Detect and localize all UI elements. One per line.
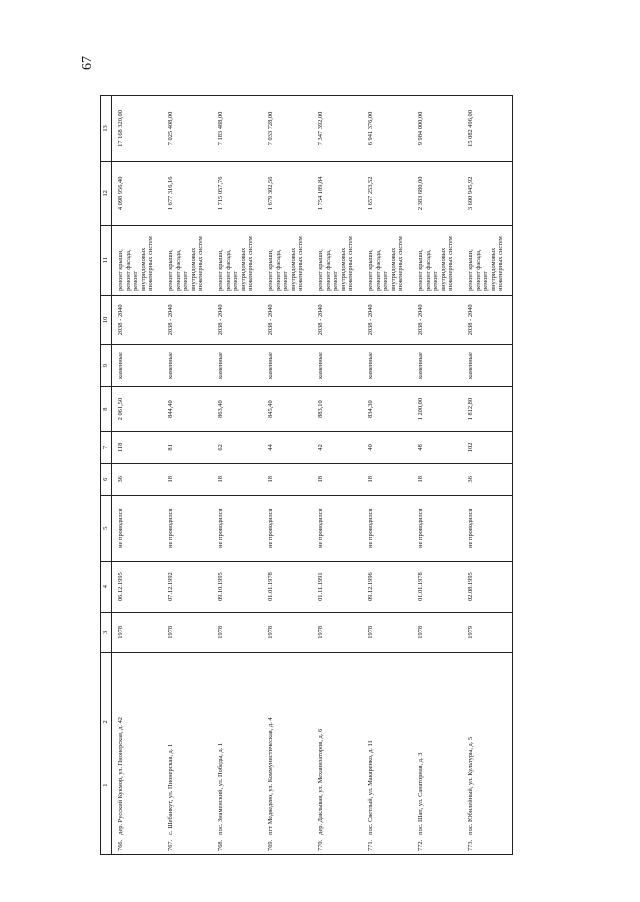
cost-cell: 1 677 316,16 [162,161,212,225]
privatization-date-cell: 02.08.1995 [462,561,513,612]
privatization-date-cell: 01.11.1991 [312,561,362,612]
address-cell [412,653,462,855]
capital-repair-cell: не проводился [212,495,262,561]
works-cell: ремонт крыши, ремонт фасада, ремонт внутридомовых инженерных систем [312,225,362,295]
cost-cell: 4 098 956,40 [112,161,163,225]
address-cell [212,653,262,855]
rotated-table-container [100,95,540,855]
total-cost-cell: 9 984 000,00 [412,96,462,162]
period-cell: 2038 - 2040 [162,295,212,344]
area-cell: 2 061,50 [112,387,163,432]
capital-repair-cell: не проводился [162,495,212,561]
residents-cell: 102 [462,431,513,463]
address-text: пос. Юбилейный, ул. Культуры, д. 5 [467,736,474,835]
total-cost-cell: 7 025 408,00 [162,96,212,162]
period-cell: 2038 - 2040 [362,295,412,344]
address-text: пос. Шап, ул. Санаторная, д. 3 [417,752,424,835]
total-cost-cell: 6 941 376,00 [362,96,412,162]
year-cell: 1978 [362,612,412,652]
wall-material-cell: каменные [362,344,412,387]
table-row [312,96,362,855]
table-row [162,96,212,855]
works-cell: ремонт крыши, ремонт фасада, ремонт внутридомовых инженерных систем [462,225,513,295]
col-header-12: 12 [101,161,112,225]
col-header-8: 8 [101,387,112,432]
year-cell: 1979 [462,612,513,652]
total-cost-cell: 7 347 392,00 [312,96,362,162]
col-header-13: 13 [101,96,112,162]
table-row [412,96,462,855]
area-cell: 845,40 [262,387,312,432]
cost-cell: 2 383 680,00 [412,161,462,225]
col-header-5: 5 [101,495,112,561]
works-cell: ремонт крыши, ремонт фасада, ремонт внутридомовых инженерных систем [362,225,412,295]
year-cell: 1978 [162,612,212,652]
col-header-1-2: 12 [101,653,112,855]
total-cost-cell: 17 168 320,00 [112,96,163,162]
address-text: пос. Светлый, ул. Макаренко, д. 11 [367,740,374,835]
row-number: 771. [367,839,374,851]
address-cell [312,653,362,855]
privatization-date-cell: 07.12.1992 [162,561,212,612]
privatization-date-cell: 06.12.1995 [112,561,163,612]
area-cell: 1 812,80 [462,387,513,432]
col-header-3: 3 [101,612,112,652]
apartments-cell: 36 [112,463,163,495]
year-cell: 1978 [112,612,163,652]
capital-repair-cell: не проводился [412,495,462,561]
address-cell [262,653,312,855]
period-cell: 2038 - 2040 [212,295,262,344]
residents-cell: 48 [412,431,462,463]
address-cell [362,653,412,855]
table-row [262,96,312,855]
table-row [462,96,513,855]
address-cell [462,653,513,855]
col-header-10: 10 [101,295,112,344]
works-cell: ремонт крыши, ремонт фасада, ремонт внутридомовых инженерных систем [262,225,312,295]
area-cell: 834,30 [362,387,412,432]
area-cell: 863,40 [212,387,262,432]
wall-material-cell: каменные [112,344,163,387]
privatization-date-cell: 01.01.1978 [412,561,462,612]
year-cell: 1978 [262,612,312,652]
table-row [362,96,412,855]
cost-cell: 1 715 057,76 [212,161,262,225]
area-cell: 1 200,00 [412,387,462,432]
address-text: пос. Знаменский, ул. Победы, д. 1 [217,742,224,835]
residents-cell: 42 [312,431,362,463]
total-cost-cell: 7 183 488,00 [212,96,262,162]
address-cell [162,653,212,855]
row-number: 773. [467,839,474,851]
col-header-4: 4 [101,561,112,612]
wall-material-cell: каменные [462,344,513,387]
cost-cell: 3 600 945,92 [462,161,513,225]
table-row [212,96,262,855]
year-cell: 1978 [212,612,262,652]
year-cell: 1978 [312,612,362,652]
col-header-6: 6 [101,463,112,495]
apartments-cell: 18 [262,463,312,495]
address-text: дер. Даклывая, ул. Механизаторов, д. 6 [317,728,324,835]
privatization-date-cell: 01.01.1978 [262,561,312,612]
capital-repair-cell: не проводился [462,495,513,561]
period-cell: 2038 - 2040 [262,295,312,344]
apartments-cell: 36 [462,463,513,495]
residents-cell: 40 [362,431,412,463]
area-cell: 883,10 [312,387,362,432]
address-text: с. Шебанкут, ул. Пионерская, д. 1 [167,743,174,835]
apartments-cell: 18 [362,463,412,495]
privatization-date-cell: 09.12.1996 [362,561,412,612]
period-cell: 2038 - 2040 [112,295,163,344]
wall-material-cell: каменные [162,344,212,387]
total-cost-cell: 7 033 728,00 [262,96,312,162]
row-number: 767. [167,839,174,851]
capital-repair-cell: не проводился [262,495,312,561]
row-number: 766. [117,839,124,851]
period-cell: 2038 - 2040 [312,295,362,344]
page-number: 67 [80,56,95,70]
total-cost-cell: 15 082 496,00 [462,96,513,162]
period-cell: 2038 - 2040 [412,295,462,344]
column-number-row [101,96,112,855]
works-cell: ремонт крыши, ремонт фасада, ремонт внутридомовых инженерных систем [412,225,462,295]
row-number: 772. [417,839,424,851]
col-header-11: 11 [101,225,112,295]
residents-cell: 118 [112,431,163,463]
wall-material-cell: каменные [262,344,312,387]
works-cell: ремонт крыши, ремонт фасада, ремонт внутридомовых инженерных систем [112,225,163,295]
cost-cell: 1 657 253,52 [362,161,412,225]
address-cell [112,653,163,855]
capital-repair-cell: не проводился [362,495,412,561]
cost-cell: 1 754 189,84 [312,161,362,225]
privatization-date-cell: 09.10.1995 [212,561,262,612]
address-text: пгт Медведево, ул. Коммунистическая, д. 4 [267,717,274,835]
wall-material-cell: каменные [412,344,462,387]
apartments-cell: 18 [312,463,362,495]
wall-material-cell: каменные [312,344,362,387]
row-number: 770. [317,839,324,851]
apartments-cell: 18 [162,463,212,495]
works-cell: ремонт крыши, ремонт фасада, ремонт внутридомовых инженерных систем [212,225,262,295]
apartments-cell: 18 [412,463,462,495]
table-row [112,96,163,855]
apartments-cell: 18 [212,463,262,495]
housing-repair-table [100,95,513,855]
residents-cell: 44 [262,431,312,463]
period-cell: 2038 - 2040 [462,295,513,344]
cost-cell: 1 679 302,56 [262,161,312,225]
row-number: 769. [267,839,274,851]
residents-cell: 81 [162,431,212,463]
wall-material-cell: каменные [212,344,262,387]
year-cell: 1978 [412,612,462,652]
area-cell: 844,40 [162,387,212,432]
col-header-7: 7 [101,431,112,463]
works-cell: ремонт крыши, ремонт фасада, ремонт внутридомовых инженерных систем [162,225,212,295]
address-text: дер. Русский Кукмор, ул. Пионерская, д. 42 [117,717,124,835]
capital-repair-cell: не проводился [312,495,362,561]
col-header-9: 9 [101,344,112,387]
residents-cell: 62 [212,431,262,463]
capital-repair-cell: не проводился [112,495,163,561]
row-number: 768. [217,839,224,851]
